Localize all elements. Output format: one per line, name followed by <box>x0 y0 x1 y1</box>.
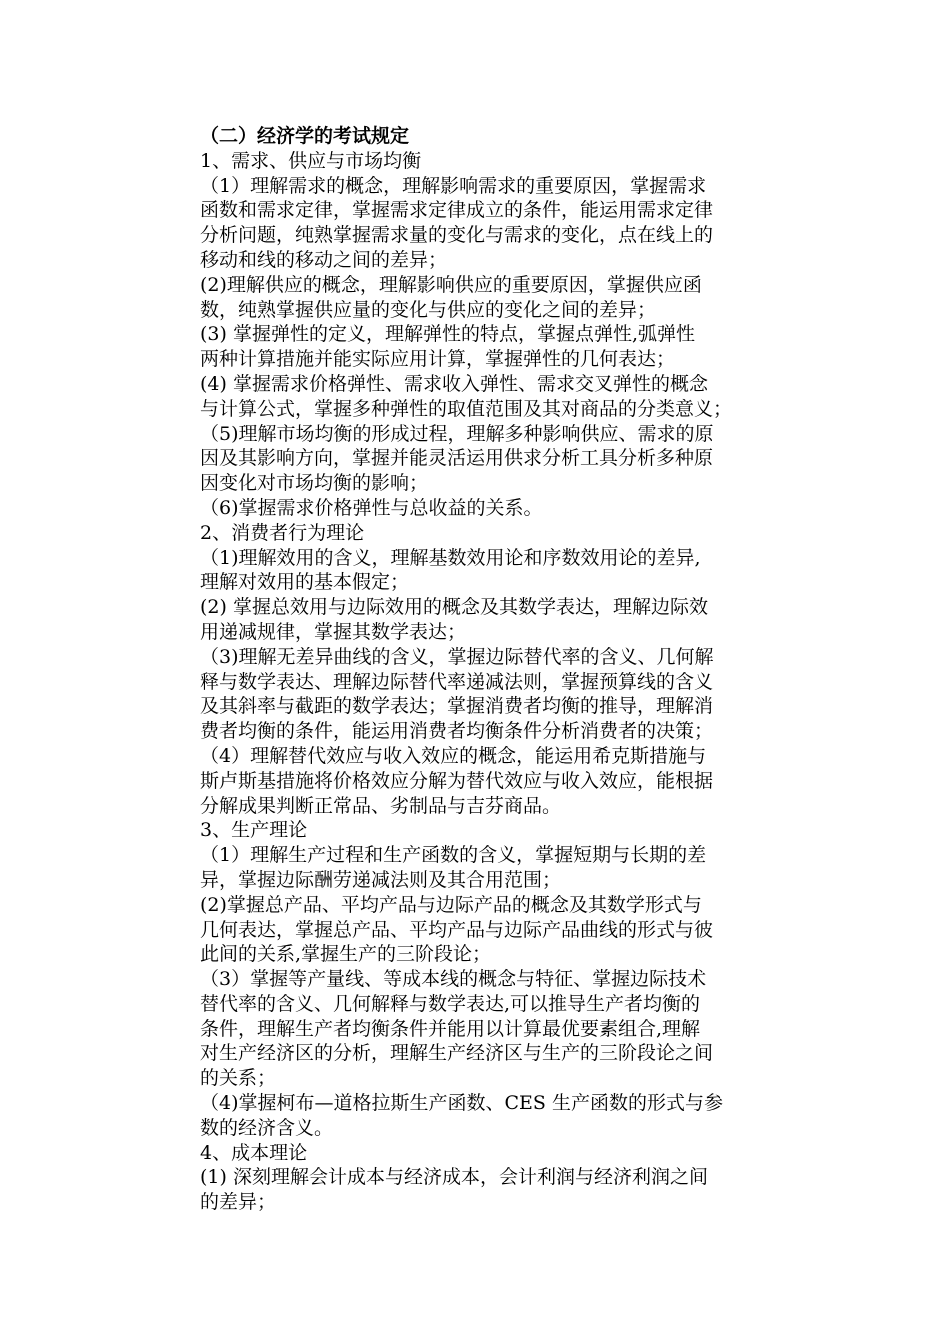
text-line: 的差异； <box>200 1191 277 1214</box>
text-line: (2)理解供应的概念，理解影响供应的重要原因，掌握供应函 <box>200 273 702 296</box>
text-line: 3、生产理论 <box>200 819 308 842</box>
text-line: (1) 深刻理解会计成本与经济成本，会计利润与经济利润之间 <box>200 1166 708 1189</box>
text-line: （4）理解替代效应与收入效应的概念，能运用希克斯措施与 <box>200 744 707 767</box>
text-line: （1)理解效用的含义，理解基数效用论和序数效用论的差异, <box>200 546 701 569</box>
text-line: 几何表达，掌握总产品、平均产品与边际产品曲线的形式与彼 <box>200 918 714 941</box>
text-line: （6)掌握需求价格弹性与总收益的关系。 <box>200 496 543 519</box>
text-line: (3) 掌握弹性的定义，理解弹性的特点，掌握点弹性,弧弹性 <box>200 323 695 346</box>
text-line: 2、消费者行为理论 <box>200 521 365 544</box>
text-line: 分析问题，纯熟掌握需求量的变化与需求的变化，点在线上的 <box>200 224 714 247</box>
text-line: 理解对效用的基本假定； <box>200 571 410 594</box>
text-line: (2) 掌握总效用与边际效用的概念及其数学表达，理解边际效 <box>200 596 708 619</box>
text-line: (4) 掌握需求价格弹性、需求收入弹性、需求交叉弹性的概念 <box>200 372 708 395</box>
text-line: 费者均衡的条件，能运用消费者均衡条件分析消费者的决策； <box>200 720 714 743</box>
text-line: 释与数学表达、理解边际替代率递减法则，掌握预算线的含义 <box>200 670 714 693</box>
text-line: 函数和需求定律，掌握需求定律成立的条件，能运用需求定律 <box>200 199 714 222</box>
text-line: (2)掌握总产品、平均产品与边际产品的概念及其数学形式与 <box>200 893 702 916</box>
document-lines <box>200 149 820 1215</box>
text-line: 斯卢斯基措施将价格效应分解为替代效应与收入效应，能根据 <box>200 769 714 792</box>
text-line: 此间的关系,掌握生产的三阶段论； <box>200 943 492 966</box>
text-line: 异，掌握边际酬劳递减法则及其合用范围； <box>200 868 562 891</box>
text-line: （3)理解无差异曲线的含义，掌握边际替代率的含义、几何解 <box>200 645 714 668</box>
text-line: 1、需求、供应与市场均衡 <box>200 149 422 172</box>
text-line: 4、成本理论 <box>200 1141 308 1164</box>
text-line: （3）掌握等产量线、等成本线的概念与特征、掌握边际技术 <box>200 968 707 991</box>
text-line: 数，纯熟掌握供应量的变化与供应的变化之间的差异； <box>200 298 657 321</box>
text-line: 因变化对市场均衡的影响； <box>200 472 429 495</box>
text-line: 对生产经济区的分析，理解生产经济区与生产的三阶段论之间 <box>200 1042 714 1065</box>
section-heading: （二）经济学的考试规定 <box>200 125 410 147</box>
text-line: 及其斜率与截距的数学表达；掌握消费者均衡的推导，理解消 <box>200 695 714 718</box>
text-line: 的关系； <box>200 1067 277 1090</box>
text-line: 替代率的含义、几何解释与数学表达,可以推导生产者均衡的 <box>200 992 701 1015</box>
text-line: 用递减规律，掌握其数学表达； <box>200 620 467 643</box>
text-line: 数的经济含义。 <box>200 1116 334 1139</box>
text-line: 移动和线的移动之间的差异； <box>200 248 448 271</box>
text-line: （5)理解市场均衡的形成过程，理解多种影响供应、需求的原 <box>200 422 714 445</box>
text-line: 与计算公式，掌握多种弹性的取值范围及其对商品的分类意义； <box>200 397 733 420</box>
document-body <box>200 124 820 1215</box>
text-line: 条件，理解生产者均衡条件并能用以计算最优要素组合,理解 <box>200 1017 701 1040</box>
text-line: （1）理解需求的概念，理解影响需求的重要原因，掌握需求 <box>200 174 707 197</box>
text-line: 因及其影响方向，掌握并能灵活运用供求分析工具分析多种原 <box>200 447 714 470</box>
text-line: 两种计算措施并能实际应用计算，掌握弹性的几何表达； <box>200 348 676 371</box>
text-line: （4)掌握柯布—道格拉斯生产函数、CES 生产函数的形式与参 <box>200 1092 723 1115</box>
text-line: （1）理解生产过程和生产函数的含义，掌握短期与长期的差 <box>200 844 707 867</box>
text-line: 分解成果判断正常品、劣制品与吉芬商品。 <box>200 794 562 817</box>
